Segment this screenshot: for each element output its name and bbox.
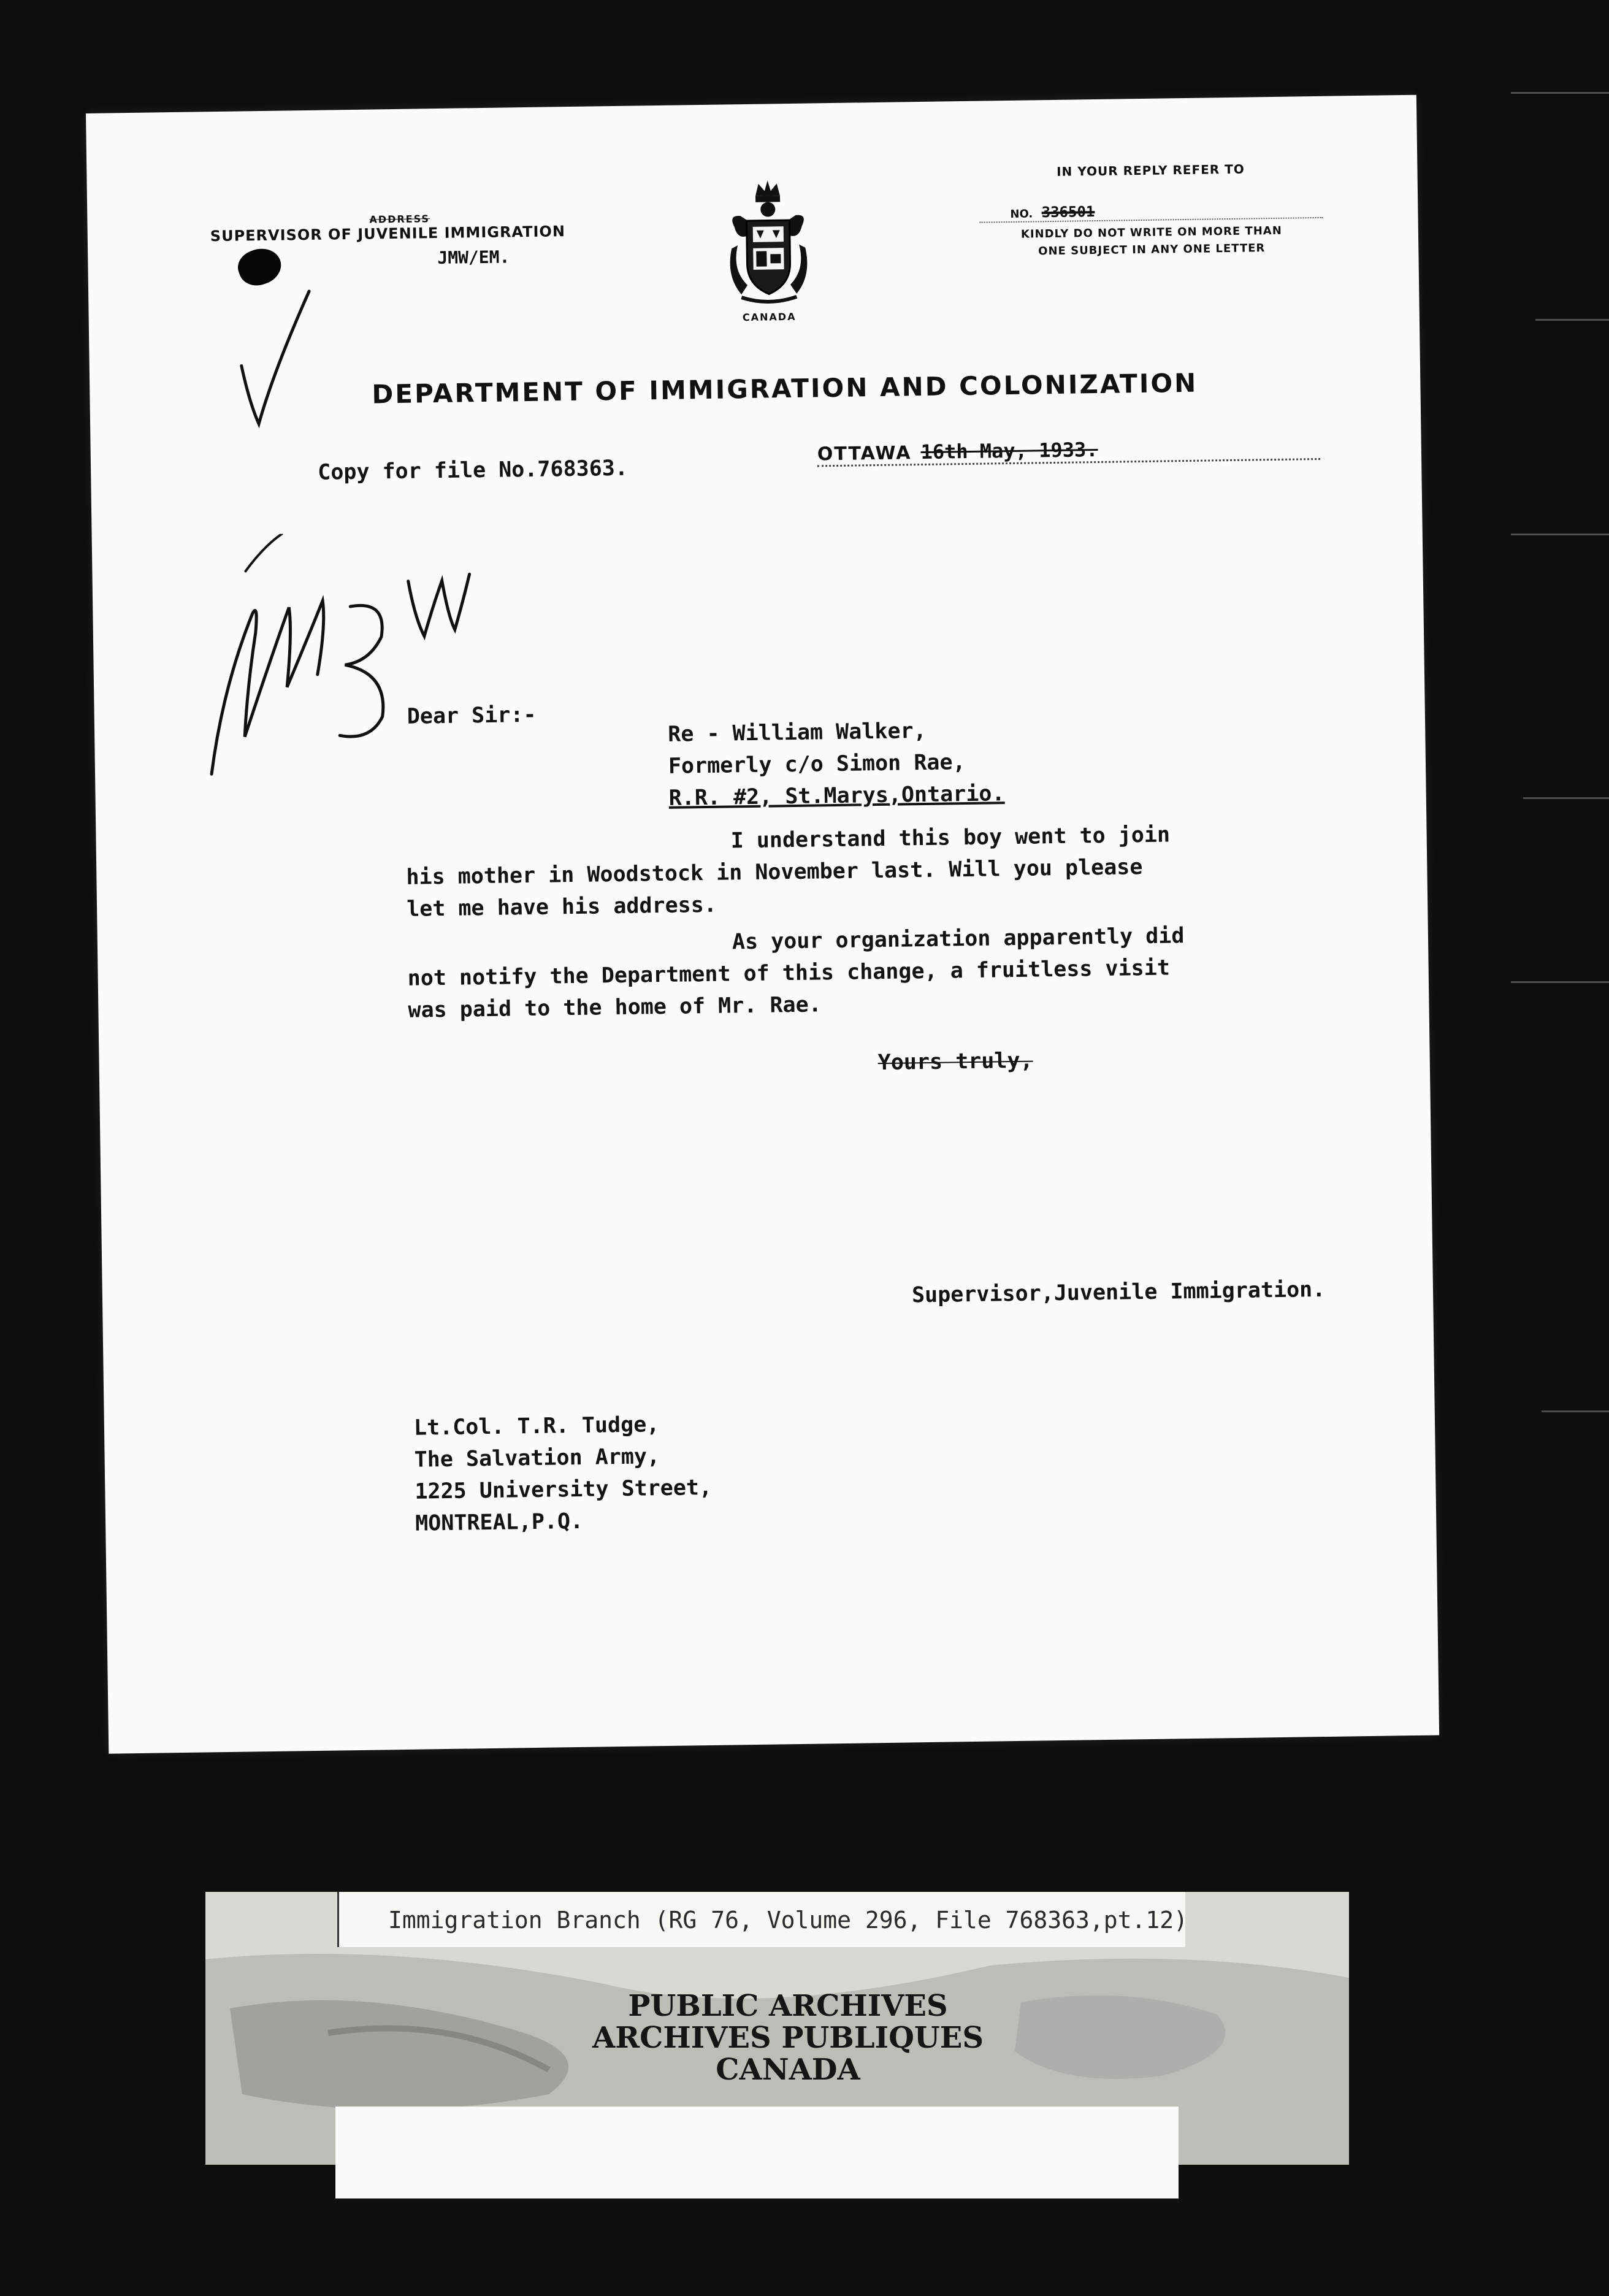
scan-streak — [1511, 981, 1609, 983]
supervisor-heading: SUPERVISOR OF JUVENILE IMMIGRATION — [210, 223, 566, 245]
paragraph-line: not notify the Department of this change, a fruitless visit — [407, 955, 1171, 991]
scan-streak — [1511, 534, 1609, 535]
archive-reference-strip — [337, 1892, 1188, 1947]
file-number-field — [979, 200, 1323, 223]
file-number-prefix: NO. — [1010, 207, 1033, 221]
paragraph-line: let me have his address. — [406, 892, 717, 922]
archive-name-line: PUBLIC ARCHIVES — [628, 1989, 948, 2023]
paragraph-line: his mother in Woodstock in November last. Will you please — [406, 855, 1143, 890]
letterhead-right — [979, 161, 1323, 261]
check-mark-icon — [235, 285, 317, 434]
recipient-line: 1225 University Street, — [415, 1475, 713, 1504]
re-line: Re - William Walker, — [667, 718, 927, 747]
notice-line: KINDLY DO NOT WRITE ON MORE THAN — [1020, 224, 1282, 241]
recipient-line: MONTREAL,P.Q. — [415, 1509, 584, 1536]
paragraph-line: was paid to the home of Mr. Rae. — [408, 992, 822, 1023]
recipient-address — [414, 1408, 713, 1540]
crest-label: CANADA — [742, 310, 797, 324]
signature-title: Supervisor,Juvenile Immigration. — [911, 1277, 1326, 1308]
paragraph-2-first-line: As your organization apparently did — [732, 924, 1185, 955]
blank-tag — [335, 2107, 1179, 2198]
recipient-line: The Salvation Army, — [414, 1444, 660, 1472]
canada-coat-of-arms-icon — [722, 177, 816, 307]
letter-page — [86, 95, 1439, 1754]
copy-for-file-line: Copy for file No.768363. — [317, 456, 629, 485]
archive-name-line: ARCHIVES PUBLIQUES — [592, 2021, 984, 2055]
archive-names — [573, 1990, 1003, 2086]
reply-refer-label: IN YOUR REPLY REFER TO — [1056, 161, 1245, 179]
re-block — [668, 714, 1005, 814]
paragraph-1-first-line: I understand this boy went to join — [730, 822, 1171, 854]
notice-line: ONE SUBJECT IN ANY ONE LETTER — [1038, 242, 1266, 258]
file-number-value: 336501 — [1041, 203, 1095, 221]
scan-streak — [1535, 319, 1609, 321]
letter-date: 16th May, 1933. — [920, 438, 1098, 464]
city-name: OTTAWA — [817, 442, 912, 465]
archive-name-line: CANADA — [716, 2053, 860, 2087]
date-line — [817, 435, 1320, 467]
scan-streak — [1523, 797, 1609, 799]
crest — [709, 177, 828, 324]
closing: Yours truly, — [877, 1048, 1033, 1076]
handwritten-initials-signature — [184, 531, 476, 793]
paragraph-1-body — [406, 851, 1143, 925]
scan-streak — [1511, 92, 1609, 94]
address-word: ADDRESS — [369, 213, 430, 226]
scan-streak — [1542, 1410, 1609, 1412]
re-line: R.R. #2, St.Marys,Ontario. — [668, 781, 1005, 811]
paragraph-2-body — [407, 952, 1171, 1026]
salutation: Dear Sir:- — [407, 702, 537, 729]
recipient-line: Lt.Col. T.R. Tudge, — [413, 1412, 660, 1441]
archive-reference: Immigration Branch (RG 76, Volume 296, File 768363,pt.12) — [388, 1907, 1188, 1934]
department-title: DEPARTMENT OF IMMIGRATION AND COLONIZATION — [372, 367, 1198, 410]
re-line: Formerly c/o Simon Rae, — [668, 750, 966, 779]
reference-initials: JMW/EM. — [437, 247, 510, 269]
